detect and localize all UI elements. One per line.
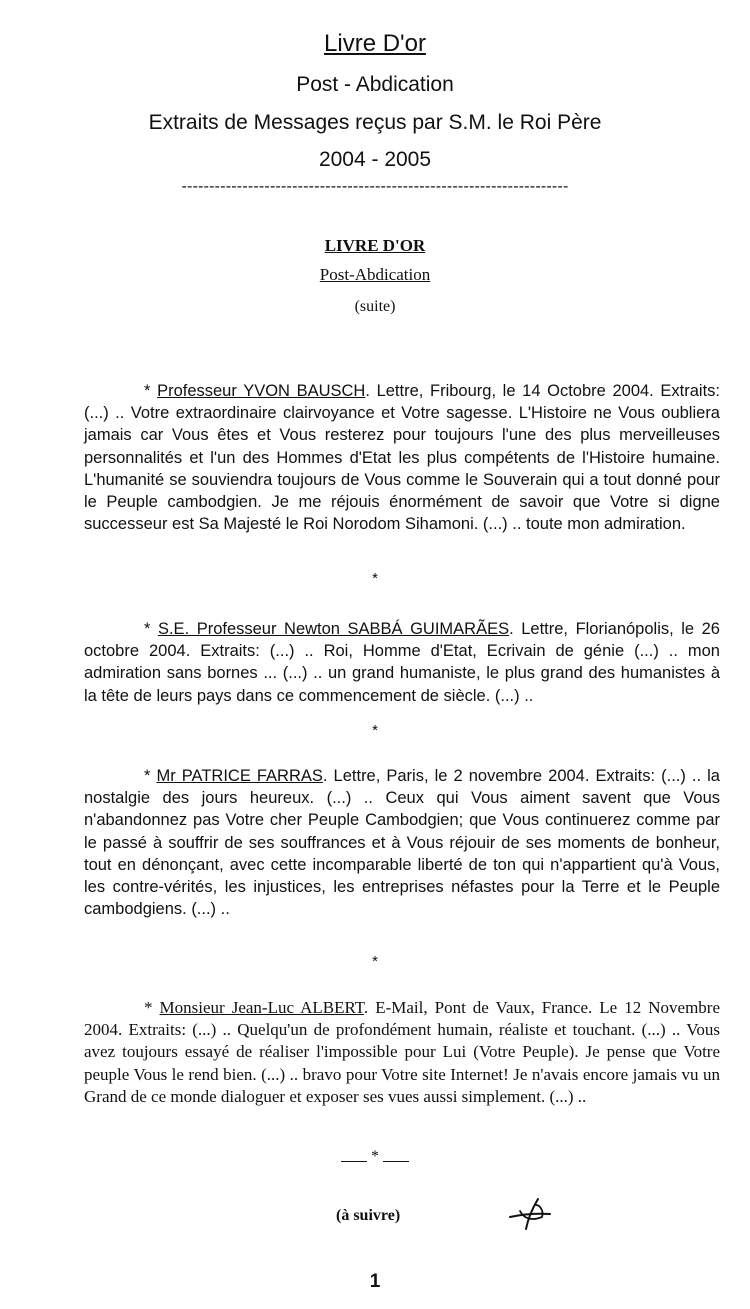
star-separator: * [372, 953, 378, 970]
entry-author: Professeur YVON BAUSCH [157, 382, 366, 400]
star-separator: * [372, 570, 378, 587]
to-be-continued: (à suivre) [336, 1207, 401, 1224]
page-number: 1 [369, 1271, 381, 1292]
entry-text: . Lettre, Paris, le 2 novembre 2004. Extraits: (...) .. la nostalgie des jours heureux. (...) .. Ceux qui Vous aiment savent que Vous n'abandonnez pas Votre cher Peuple Cambodgien; que Vous continuerez comme par le passé à souffrir de ses souffrances et à Vous réjouir de ses moments de bonheur, tout en dénonçant, avec cette incomparable liberté de ton qui n'appartient qu'à Vous, les contre-vérités, les injustices, les entreprises néfastes pour la Terre et le Peuple cambodgiens. (...) .. [84, 767, 720, 919]
message-entry [84, 618, 720, 707]
message-entry [84, 997, 720, 1108]
entry-bullet: * [144, 767, 157, 785]
document-years: 2004 - 2005 [318, 148, 432, 171]
entry-text: . E-Mail, Pont de Vaux, France. Le 12 Novembre 2004. Extraits: (...) .. Quelqu'un de profondément humain, réaliste et touchant. (...) .. Vous avez toujours essayé de réaliser l'impossible pour Lui (Votre Peuple). Je pense que Votre peuple Vous le rend bien. (...) .. bravo pour Votre site Internet! Je n'avais encore jamais vu un Grand de ce monde dialoguer et exposer ses vues aussi simplement. (...) .. [84, 998, 720, 1106]
entry-text: . Lettre, Florianópolis, le 26 octobre 2004. Extraits: (...) .. Roi, Homme d'Etat, Ecrivain de génie (...) .. mon admiration sans bornes ... (...) .. un grand humaniste, le plus grand des humanistes à la tête de leurs pays dans ce commencement de siècle. (...) .. [84, 620, 720, 705]
end-separator [0, 1148, 750, 1166]
entry-author: Monsieur Jean-Luc ALBERT [159, 998, 364, 1017]
entry-author: S.E. Professeur Newton SABBÁ GUIMARÃES [157, 620, 510, 638]
end-star: * [371, 1148, 379, 1165]
entry-text: . Lettre, Fribourg, le 14 Octobre 2004. Extraits: (...) .. Votre extraordinaire clairvoyance et Votre sagesse. L'Histoire ne Vous oubliera jamais car Vous êtes et Vous resterez pour toujours l'une des plus merveilleuses personnalités et l'un des Hommes d'Etat les plus compétents de l'Histoire humaine. L'humanité se souviendra toujours de Vous comme le Souverain qui a tout donné pour le Peuple cambodgien. Je me réjouis énormément de savoir que Votre si digne successeur est Sa Majesté le Roi Norodom Sihamoni. (...) .. toute mon admiration. [84, 382, 720, 534]
entry-author: Mr PATRICE FARRAS [156, 767, 323, 785]
document-title: Livre D'or [324, 30, 426, 57]
separator-rule [383, 1161, 409, 1162]
document-description: Extraits de Messages reçus par S.M. le Roi Père [148, 111, 602, 134]
message-entry [84, 765, 720, 920]
section-subtitle: Post-Abdication [319, 265, 431, 284]
star-separator: * [372, 722, 378, 739]
signature-icon [506, 1193, 554, 1237]
dashed-divider: ---------------------------------------------------------------------- [181, 178, 569, 195]
entry-bullet: * [144, 382, 158, 400]
document-subtitle: Post - Abdication [296, 73, 454, 96]
entry-bullet: * [144, 998, 160, 1017]
section-continuation: (suite) [354, 298, 396, 315]
separator-rule [341, 1161, 367, 1162]
section-title: LIVRE D'OR [324, 236, 426, 255]
message-entry [84, 380, 720, 535]
entry-bullet: * [144, 620, 158, 638]
